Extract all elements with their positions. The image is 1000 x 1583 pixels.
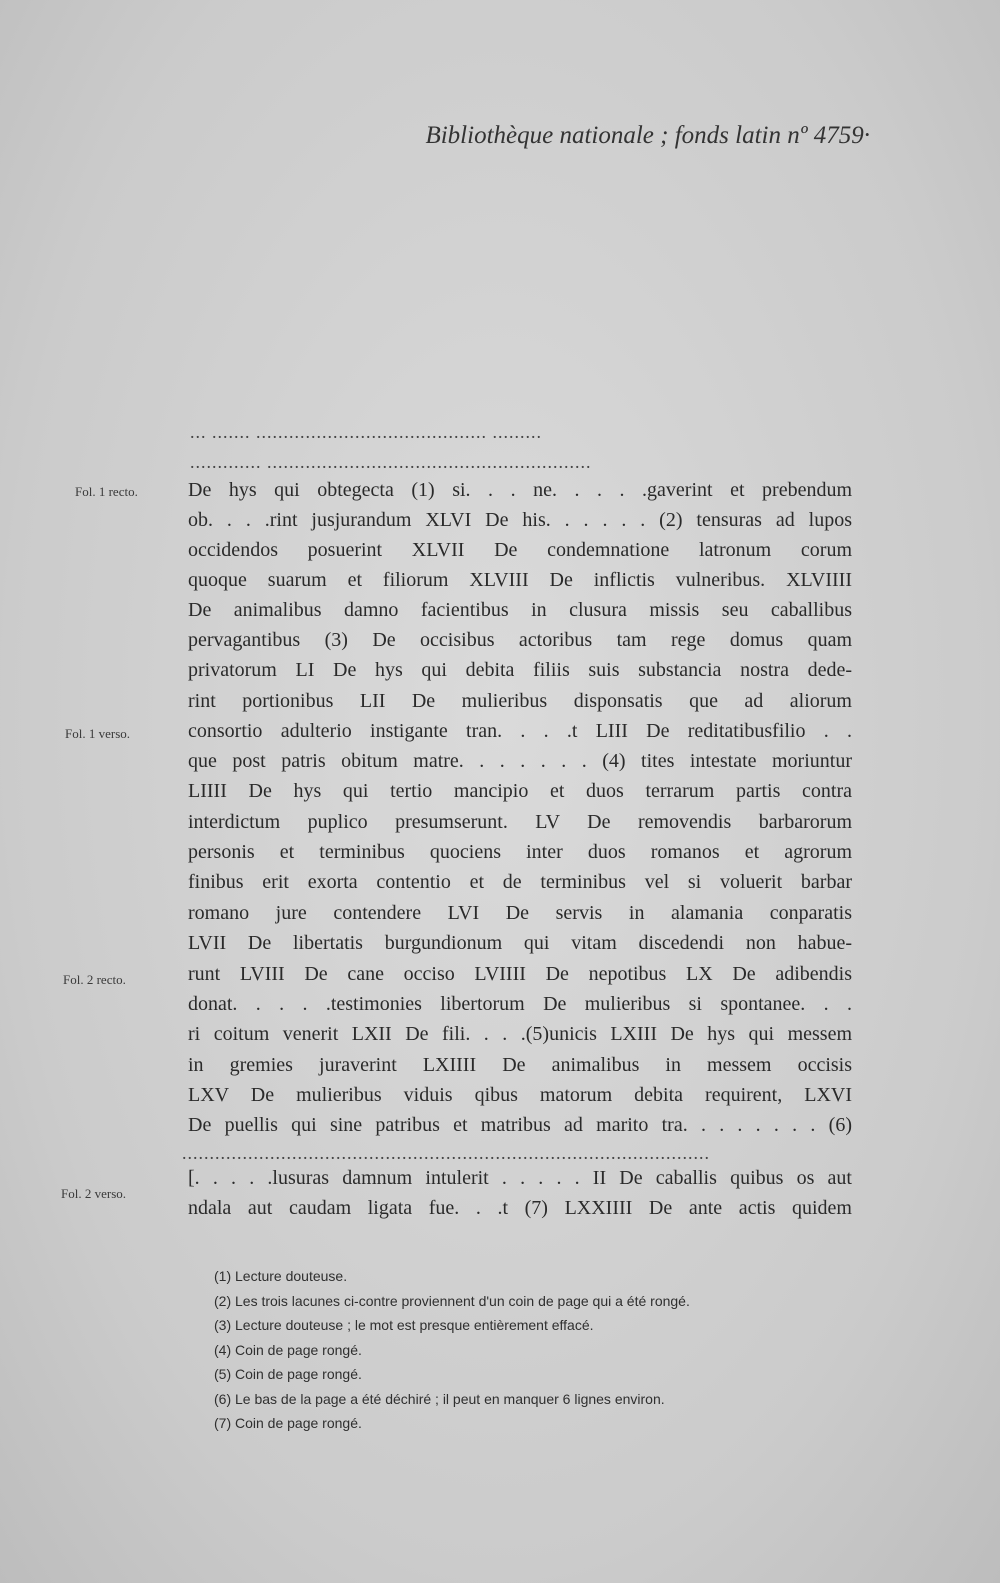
margin-note-fol2-recto: Fol. 2 recto. (63, 972, 126, 987)
text-line-1: De hys qui obtegecta (1) si. . . ne. . . . .gaverint et prebendum (188, 479, 852, 501)
text-line-22: De puellis qui sine patribus et matribus ad marito tra. . . . . . . . (6) (188, 1114, 852, 1136)
text-line-7: privatorum LI De hys qui debita filiis suis substancia nostra dede- (188, 659, 852, 681)
text-line-11: LIIII De hys qui tertio mancipio et duos terrarum partis contra (188, 780, 852, 802)
footnote-3: (3) Lecture douteuse ; le mot est presque entièrement effacé. (214, 1317, 594, 1333)
text-line-14: finibus erit exorta contentio et de terminibus vel si voluerit barbar (188, 871, 852, 893)
text-line-2: ob. . . .rint jusjurandum XLVI De his. . . . . . (2) tensuras ad lupos (188, 509, 852, 531)
ellipsis-row-mid: ................................................................................................ (182, 1143, 710, 1163)
text-line-12: interdictum puplico presumserunt. LV De removendis barbarorum (188, 811, 852, 833)
footnote-6: (6) Le bas de la page a été déchiré ; il peut en manquer 6 lignes environ. (214, 1390, 665, 1407)
text-line-3: occidendos posuerint XLVII De condemnatione latronum corum (188, 539, 852, 561)
text-line-9: consortio adulterio instigante tran. . . .t LIII De reditatibusfilio . . (188, 720, 852, 742)
text-line-20: in gremies juraverint LXIIII De animalibus in messem occisis (188, 1054, 852, 1076)
margin-note-fol1-verso: Fol. 1 verso. (65, 726, 130, 741)
text-line-18: donat. . . . .testimonies libertorum De mulieribus si spontanee. . . (188, 993, 852, 1015)
margin-note-fol2-verso: Fol. 2 verso. (61, 1186, 126, 1201)
footnote-7: (7) Coin de page rongé. (214, 1415, 362, 1431)
footnote-4: (4) Coin de page rongé. (214, 1341, 362, 1358)
text-line-6: pervagantibus (3) De occisibus actoribus tam rege domus quam (188, 629, 852, 651)
text-line-4: quoque suarum et filiorum XLVIII De inflictis vulneribus. XLVIIII (188, 569, 852, 591)
ellipsis-row-top-1: ... ....... .......................................... ......... (190, 422, 542, 442)
footnote-1: (1) Lecture douteuse. (214, 1268, 348, 1284)
page-header: Bibliothèque nationale ; fonds latin nº 4759· (425, 122, 870, 149)
text-line-8: rint portionibus LII De mulieribus disponsatis que ad aliorum (188, 690, 852, 712)
footnote-5: (5) Coin de page rongé. (214, 1366, 362, 1382)
footnotes (214, 1264, 854, 1436)
text-line-23: [. . . . .lusuras damnum intulerit . . . . . II De caballis quibus os aut (188, 1167, 852, 1189)
text-line-15: romano jure contendere LVI De servis in alamania conparatis (188, 902, 852, 924)
text-line-24: ndala aut caudam ligata fue. . .t (7) LXXIIII De ante actis quidem (188, 1197, 852, 1219)
text-line-10: que post patris obitum matre. . . . . . . (4) tites intestate moriuntur (188, 750, 852, 772)
footnote-2: (2) Les trois lacunes ci-contre proviennent d'un coin de page qui a été rongé. (214, 1292, 690, 1309)
text-line-21: LXV De mulieribus viduis qibus matorum debita requirent, LXVI (188, 1084, 852, 1106)
text-line-17: runt LVIII De cane occiso LVIIII De nepotibus LX De adibendis (188, 963, 852, 985)
text-line-13: personis et terminibus quociens inter duos romanos et agrorum (188, 841, 852, 863)
text-line-16: LVII De libertatis burgundionum qui vitam discedendi non habue- (188, 932, 852, 954)
text-line-19: ri coitum venerit LXII De fili. . . .(5)unicis LXIII De hys qui messem (188, 1023, 852, 1045)
ellipsis-row-top-2: ............. ........................................................... (190, 452, 592, 472)
margin-note-fol1-recto: Fol. 1 recto. (75, 484, 138, 499)
text-line-5: De animalibus damno facientibus in clusura missis seu caballibus (188, 599, 852, 621)
